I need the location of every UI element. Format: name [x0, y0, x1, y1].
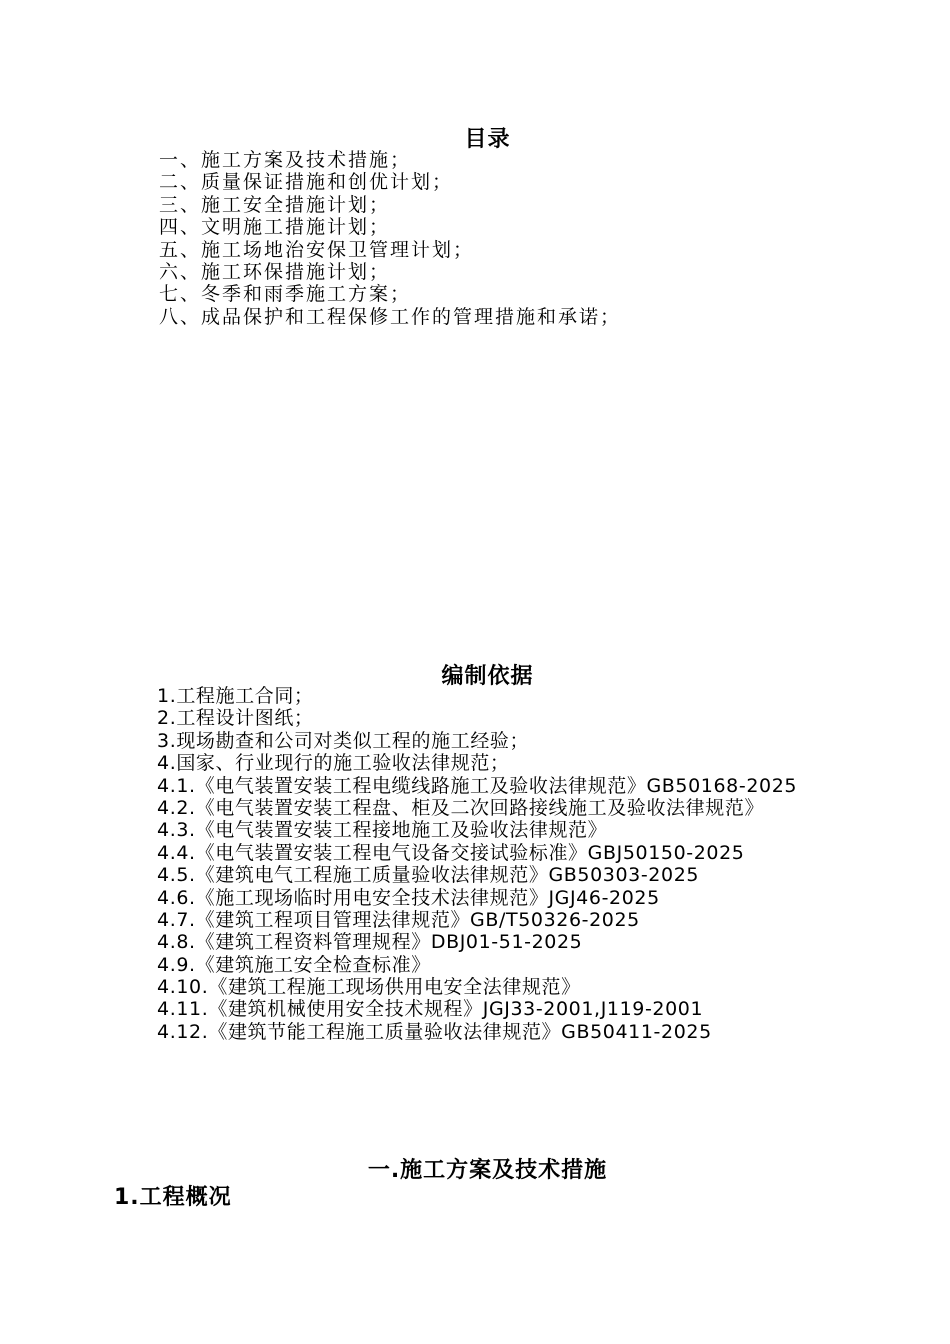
toc-item: 七、冬季和雨季施工方案；	[159, 283, 412, 306]
toc-title: 目录	[464, 127, 511, 152]
toc-list	[159, 149, 621, 328]
basis-item: 4.国家、行业现行的施工验收法律规范；	[157, 752, 510, 775]
basis-item: 4.2.《电气装置安装工程盘、柜及二次回路接线施工及验收法律规范》	[157, 796, 765, 819]
basis-item: 4.3.《电气装置安装工程接地施工及验收法律规范》	[157, 819, 608, 842]
basis-item: 4.6.《施工现场临时用电安全技术法律规范》JGJ46-2025	[157, 886, 660, 909]
basis-item: 4.4.《电气装置安装工程电气设备交接试验标准》GBJ50150-2025	[157, 841, 745, 864]
toc-item: 八、成品保护和工程保修工作的管理措施和承诺；	[159, 305, 622, 328]
toc-item: 四、文明施工措施计划；	[159, 216, 391, 239]
basis-item: 4.5.《建筑电气工程施工质量验收法律规范》GB50303-2025	[157, 864, 700, 887]
basis-item: 1.工程施工合同；	[157, 685, 314, 707]
basis-item: 4.9.《建筑施工安全检查标准》	[157, 953, 431, 976]
toc-item: 五、施工场地治安保卫管理计划；	[159, 238, 475, 261]
subsection-title: 1.工程概况	[114, 1185, 232, 1210]
toc-item: 二、质量保证措施和创优计划；	[159, 171, 454, 194]
toc-item: 六、施工环保措施计划；	[159, 260, 391, 283]
toc-item: 一、施工方案及技术措施；	[159, 149, 412, 171]
basis-item: 4.7.《建筑工程项目管理法律规范》GB/T50326-2025	[157, 908, 640, 931]
basis-item: 3.现场勘查和公司对类似工程的施工经验；	[157, 729, 530, 752]
section-title: 一.施工方案及技术措施	[367, 1158, 608, 1183]
basis-item: 4.1.《电气装置安装工程电缆线路施工及验收法律规范》GB50168-2025	[157, 774, 798, 797]
basis-title: 编制依据	[441, 664, 534, 689]
basis-item: 4.11.《建筑机械使用安全技术规程》JGJ33-2001,J119-2001	[157, 998, 704, 1021]
basis-item: 2.工程设计图纸；	[157, 707, 314, 730]
basis-item: 4.12.《建筑节能工程施工质量验收法律规范》GB50411-2025	[157, 1020, 712, 1043]
toc-item: 三、施工安全措施计划；	[159, 193, 391, 216]
basis-item: 4.8.《建筑工程资料管理规程》DBJ01-51-2025	[157, 931, 583, 954]
basis-list	[157, 685, 797, 1043]
basis-item: 4.10.《建筑工程施工现场供用电安全法律规范》	[157, 976, 581, 999]
